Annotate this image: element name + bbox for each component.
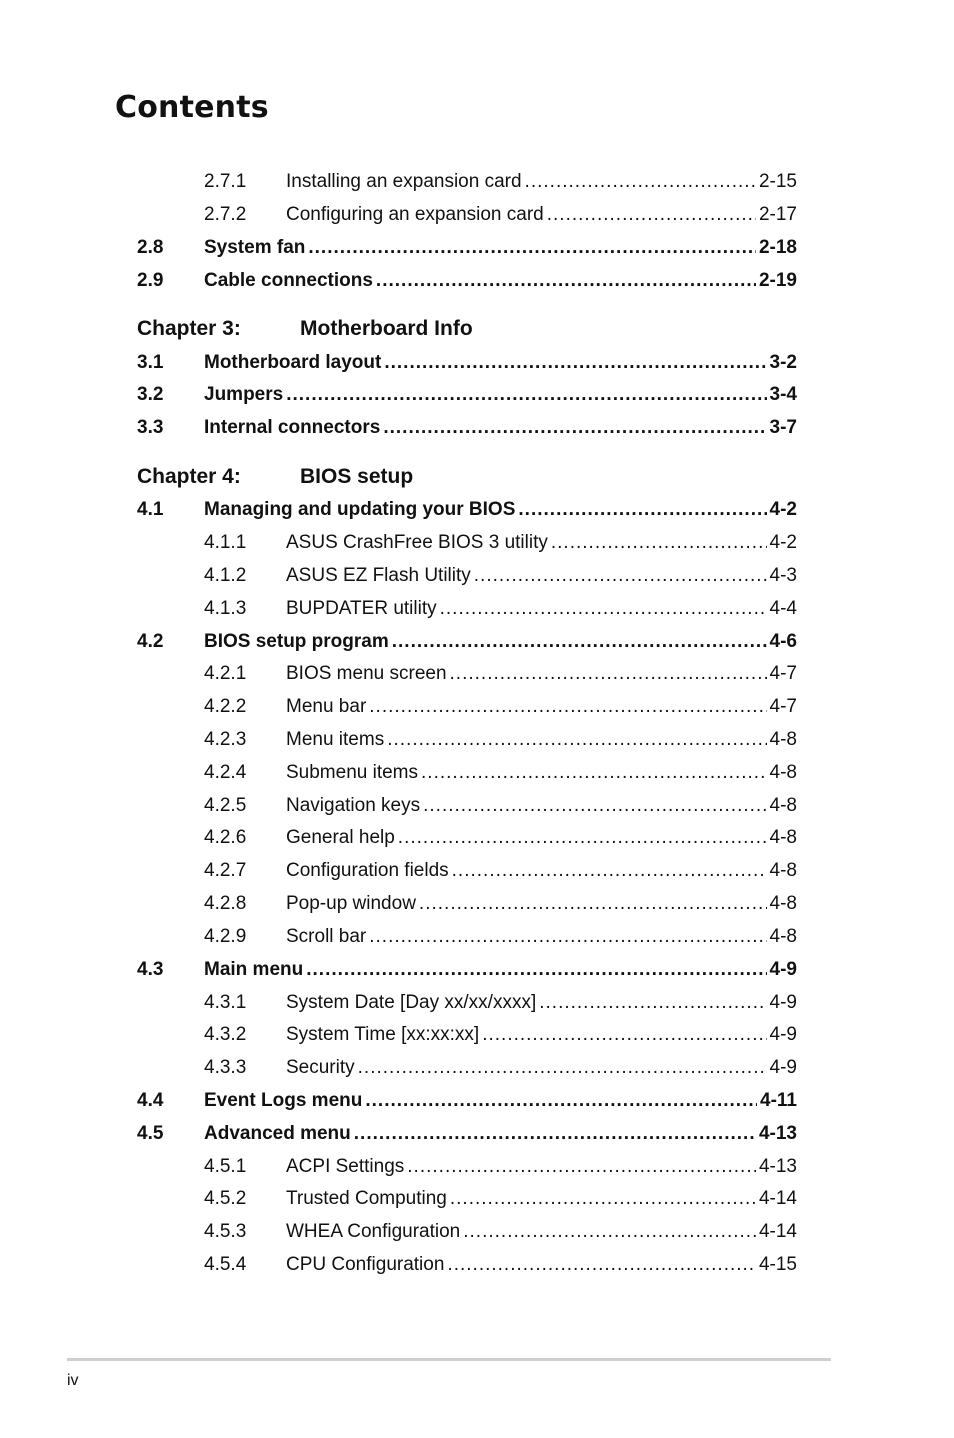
toc-section-entry[interactable] bbox=[0, 235, 954, 261]
toc-entry-number: 4.2.3 bbox=[204, 729, 247, 750]
toc-entry-title: Internal connectors bbox=[204, 417, 381, 438]
toc-section-entry[interactable] bbox=[0, 382, 954, 408]
toc-entry-title: ACPI Settings bbox=[286, 1156, 405, 1177]
dot-leader bbox=[518, 497, 766, 523]
toc-entry-number: 4.3.3 bbox=[204, 1057, 247, 1078]
toc-section-entry[interactable] bbox=[0, 957, 954, 983]
toc-subsection-entry[interactable] bbox=[0, 1219, 954, 1245]
toc-entry-line bbox=[286, 563, 797, 589]
toc-subsection-entry[interactable] bbox=[0, 760, 954, 786]
toc-entry-page: 4-15 bbox=[758, 1254, 797, 1275]
toc-subsection-entry[interactable] bbox=[0, 1022, 954, 1048]
toc-entry-number: 4.2.8 bbox=[204, 893, 247, 914]
toc-entry-line bbox=[286, 727, 797, 753]
toc-section-entry[interactable] bbox=[0, 1121, 954, 1147]
toc-entry-page: 4-13 bbox=[758, 1123, 797, 1144]
toc-subsection-entry[interactable] bbox=[0, 661, 954, 687]
toc-entry-line bbox=[204, 629, 797, 655]
dot-leader bbox=[474, 563, 767, 589]
toc-entry-title: Main menu bbox=[204, 959, 304, 980]
toc-entry-title: Navigation keys bbox=[286, 795, 421, 816]
chapter-heading bbox=[137, 462, 414, 492]
dot-leader bbox=[398, 825, 767, 851]
toc-entry-line bbox=[286, 825, 797, 851]
toc-entry-page: 4-9 bbox=[769, 1057, 797, 1078]
dot-leader bbox=[463, 1219, 756, 1245]
toc-entry-page: 4-8 bbox=[769, 893, 797, 914]
toc-subsection-entry[interactable] bbox=[0, 990, 954, 1016]
toc-entry-line bbox=[204, 268, 797, 294]
toc-entry-number: 2.8 bbox=[137, 237, 164, 258]
toc-entry-number: 4.2 bbox=[137, 631, 164, 652]
toc-subsection-entry[interactable] bbox=[0, 825, 954, 851]
toc-section-entry[interactable] bbox=[0, 415, 954, 441]
dot-leader bbox=[482, 1022, 766, 1048]
chapter-title: Motherboard Info bbox=[300, 317, 473, 340]
toc-entry-number: 2.7.2 bbox=[204, 204, 247, 225]
toc-entry-line bbox=[286, 596, 797, 622]
dot-leader bbox=[423, 793, 766, 819]
dot-leader bbox=[369, 694, 766, 720]
toc-entry-line bbox=[286, 858, 797, 884]
toc-entry-number: 2.9 bbox=[137, 270, 164, 291]
toc-entry-title: BIOS setup program bbox=[204, 631, 389, 652]
toc-entry-line bbox=[286, 1055, 797, 1081]
toc-section-entry[interactable] bbox=[0, 268, 954, 294]
chapter-title: BIOS setup bbox=[300, 465, 414, 488]
dot-leader bbox=[369, 924, 766, 950]
toc-entry-number: 4.3.1 bbox=[204, 992, 247, 1013]
toc-entry-line bbox=[204, 350, 797, 376]
toc-entry-title: Scroll bar bbox=[286, 926, 367, 947]
toc-entry-page: 4-9 bbox=[769, 1024, 797, 1045]
toc-subsection-entry[interactable] bbox=[0, 1186, 954, 1212]
toc-entry-page: 4-7 bbox=[769, 663, 797, 684]
dot-leader bbox=[551, 530, 767, 556]
dot-leader bbox=[407, 1154, 756, 1180]
toc-entry-number: 4.4 bbox=[137, 1090, 164, 1111]
toc-entry-title: Trusted Computing bbox=[286, 1188, 447, 1209]
toc-entry-number: 4.5 bbox=[137, 1123, 164, 1144]
toc-entry-page: 4-4 bbox=[769, 598, 797, 619]
toc-entry-page: 4-14 bbox=[758, 1221, 797, 1242]
toc-subsection-entry[interactable] bbox=[0, 1154, 954, 1180]
toc-entry-page: 4-6 bbox=[769, 631, 797, 652]
toc-entry-page: 4-2 bbox=[769, 499, 797, 520]
toc-entry-number: 4.1.1 bbox=[204, 532, 247, 553]
toc-entry-number: 4.2.5 bbox=[204, 795, 247, 816]
toc-entry-title: Configuration fields bbox=[286, 860, 449, 881]
toc-entry-title: Configuring an expansion card bbox=[286, 204, 544, 225]
toc-subsection-entry[interactable] bbox=[0, 1055, 954, 1081]
dot-leader bbox=[547, 202, 756, 228]
toc-entry-number: 4.2.2 bbox=[204, 696, 247, 717]
dot-leader bbox=[452, 858, 767, 884]
dot-leader bbox=[440, 596, 767, 622]
toc-entry-page: 3-4 bbox=[769, 384, 797, 405]
dot-leader bbox=[392, 629, 767, 655]
toc-entry-line bbox=[286, 202, 797, 228]
footer-divider bbox=[67, 1358, 831, 1361]
toc-entry-number: 2.7.1 bbox=[204, 171, 247, 192]
toc-entry-title: BUPDATER utility bbox=[286, 598, 437, 619]
toc-entry-number: 4.2.4 bbox=[204, 762, 247, 783]
toc-entry-title: ASUS CrashFree BIOS 3 utility bbox=[286, 532, 548, 553]
toc-entry-page: 4-3 bbox=[769, 565, 797, 586]
toc-entry-page: 4-8 bbox=[769, 762, 797, 783]
toc-entry-line bbox=[286, 1219, 797, 1245]
toc-entry-line bbox=[286, 694, 797, 720]
dot-leader bbox=[450, 1186, 756, 1212]
toc-subsection-entry[interactable] bbox=[0, 202, 954, 228]
page-number: iv bbox=[67, 1372, 79, 1389]
toc-entry-page: 4-14 bbox=[758, 1188, 797, 1209]
toc-entry-page: 4-8 bbox=[769, 860, 797, 881]
toc-entry-line bbox=[286, 661, 797, 687]
toc-entry-title: General help bbox=[286, 827, 395, 848]
toc-entry-number: 4.5.3 bbox=[204, 1221, 247, 1242]
toc-entry-title: Installing an expansion card bbox=[286, 171, 522, 192]
toc-entry-page: 2-19 bbox=[758, 270, 797, 291]
toc-entry-number: 4.2.6 bbox=[204, 827, 247, 848]
dot-leader bbox=[376, 268, 756, 294]
page-title: Contents bbox=[115, 90, 269, 125]
toc-section-entry[interactable] bbox=[0, 497, 954, 523]
toc-entry-title: Security bbox=[286, 1057, 355, 1078]
toc-entry-page: 4-8 bbox=[769, 795, 797, 816]
dot-leader bbox=[306, 957, 766, 983]
toc-entry-number: 4.5.2 bbox=[204, 1188, 247, 1209]
toc-entry-line bbox=[286, 891, 797, 917]
toc-entry-page: 4-11 bbox=[760, 1090, 797, 1111]
toc-entry-title: CPU Configuration bbox=[286, 1254, 445, 1275]
toc-entry-title: Submenu items bbox=[286, 762, 419, 783]
toc-entry-page: 4-2 bbox=[769, 532, 797, 553]
toc-subsection-entry[interactable] bbox=[0, 793, 954, 819]
toc-entry-title: Event Logs menu bbox=[204, 1090, 363, 1111]
toc-entry-number: 3.3 bbox=[137, 417, 164, 438]
dot-leader bbox=[419, 891, 767, 917]
dot-leader bbox=[365, 1088, 757, 1114]
toc-section-entry[interactable] bbox=[0, 1088, 954, 1114]
dot-leader bbox=[421, 760, 767, 786]
toc-entry-line bbox=[204, 957, 797, 983]
toc-subsection-entry[interactable] bbox=[0, 596, 954, 622]
toc-entry-page: 3-2 bbox=[769, 352, 797, 373]
toc-entry-title: Pop-up window bbox=[286, 893, 416, 914]
toc-entry-number: 4.1.3 bbox=[204, 598, 247, 619]
dot-leader bbox=[383, 415, 766, 441]
toc-subsection-entry[interactable] bbox=[0, 563, 954, 589]
toc-entry-title: ASUS EZ Flash Utility bbox=[286, 565, 471, 586]
chapter-number: Chapter 3: bbox=[137, 317, 241, 340]
toc-entry-line bbox=[204, 497, 797, 523]
toc-entry-number: 4.3 bbox=[137, 959, 164, 980]
toc-entry-line bbox=[286, 760, 797, 786]
toc-subsection-entry[interactable] bbox=[0, 530, 954, 556]
toc-entry-line bbox=[286, 1154, 797, 1180]
toc-entry-page: 4-13 bbox=[758, 1156, 797, 1177]
toc-entry-title: WHEA Configuration bbox=[286, 1221, 461, 1242]
toc-entry-line bbox=[204, 235, 797, 261]
toc-entry-page: 4-7 bbox=[769, 696, 797, 717]
dot-leader bbox=[525, 169, 756, 195]
toc-entry-number: 4.3.2 bbox=[204, 1024, 247, 1045]
toc-entry-page: 2-15 bbox=[758, 171, 797, 192]
dot-leader bbox=[387, 727, 766, 753]
dot-leader bbox=[450, 661, 767, 687]
toc-entry-line bbox=[204, 382, 797, 408]
chapter-number: Chapter 4: bbox=[137, 465, 241, 488]
toc-section-entry[interactable] bbox=[0, 350, 954, 376]
toc-entry-number: 4.2.1 bbox=[204, 663, 247, 684]
toc-entry-line bbox=[204, 1121, 797, 1147]
toc-entry-number: 4.2.9 bbox=[204, 926, 247, 947]
toc-entry-number: 3.2 bbox=[137, 384, 164, 405]
toc-subsection-entry[interactable] bbox=[0, 169, 954, 195]
dot-leader bbox=[286, 382, 766, 408]
dot-leader bbox=[447, 1252, 756, 1278]
toc-entry-page: 4-8 bbox=[769, 827, 797, 848]
toc-entry-title: Advanced menu bbox=[204, 1123, 351, 1144]
toc-subsection-entry[interactable] bbox=[0, 1252, 954, 1278]
toc-subsection-entry[interactable] bbox=[0, 924, 954, 950]
toc-entry-title: Motherboard layout bbox=[204, 352, 382, 373]
toc-entry-page: 4-9 bbox=[769, 959, 797, 980]
toc-entry-title: System Date [Day xx/xx/xxxx] bbox=[286, 992, 537, 1013]
toc-subsection-entry[interactable] bbox=[0, 858, 954, 884]
chapter-heading bbox=[137, 314, 473, 344]
toc-entry-line bbox=[204, 415, 797, 441]
toc-entry-number: 4.5.1 bbox=[204, 1156, 247, 1177]
toc-entry-page: 4-8 bbox=[769, 729, 797, 750]
toc-entry-page: 4-8 bbox=[769, 926, 797, 947]
toc-entry-title: Jumpers bbox=[204, 384, 284, 405]
toc-entry-page: 4-9 bbox=[769, 992, 797, 1013]
toc-entry-line bbox=[286, 169, 797, 195]
toc-entry-page: 3-7 bbox=[769, 417, 797, 438]
toc-entry-line bbox=[204, 1088, 797, 1114]
toc-entry-title: Menu bar bbox=[286, 696, 367, 717]
toc-entry-title: Menu items bbox=[286, 729, 385, 750]
toc-entry-line bbox=[286, 1186, 797, 1212]
toc-entry-line bbox=[286, 1022, 797, 1048]
toc-entry-number: 4.1 bbox=[137, 499, 164, 520]
dot-leader bbox=[308, 235, 756, 261]
toc-entry-line bbox=[286, 530, 797, 556]
toc-entry-line bbox=[286, 1252, 797, 1278]
toc-subsection-entry[interactable] bbox=[0, 727, 954, 753]
toc-entry-page: 2-18 bbox=[758, 237, 797, 258]
toc-entry-line bbox=[286, 793, 797, 819]
toc-entry-title: Cable connections bbox=[204, 270, 373, 291]
dot-leader bbox=[539, 990, 766, 1016]
dot-leader bbox=[358, 1055, 767, 1081]
toc-entry-number: 4.1.2 bbox=[204, 565, 247, 586]
toc-entry-number: 3.1 bbox=[137, 352, 164, 373]
toc-entry-title: System fan bbox=[204, 237, 306, 258]
toc-entry-title: Managing and updating your BIOS bbox=[204, 499, 516, 520]
toc-subsection-entry[interactable] bbox=[0, 891, 954, 917]
toc-entry-line bbox=[286, 924, 797, 950]
toc-entry-number: 4.2.7 bbox=[204, 860, 247, 881]
dot-leader bbox=[384, 350, 766, 376]
toc-entry-title: BIOS menu screen bbox=[286, 663, 447, 684]
toc-entry-line bbox=[286, 990, 797, 1016]
toc-entry-title: System Time [xx:xx:xx] bbox=[286, 1024, 480, 1045]
toc-entry-page: 2-17 bbox=[758, 204, 797, 225]
dot-leader bbox=[354, 1121, 756, 1147]
toc-entry-number: 4.5.4 bbox=[204, 1254, 247, 1275]
toc-section-entry[interactable] bbox=[0, 629, 954, 655]
toc-subsection-entry[interactable] bbox=[0, 694, 954, 720]
